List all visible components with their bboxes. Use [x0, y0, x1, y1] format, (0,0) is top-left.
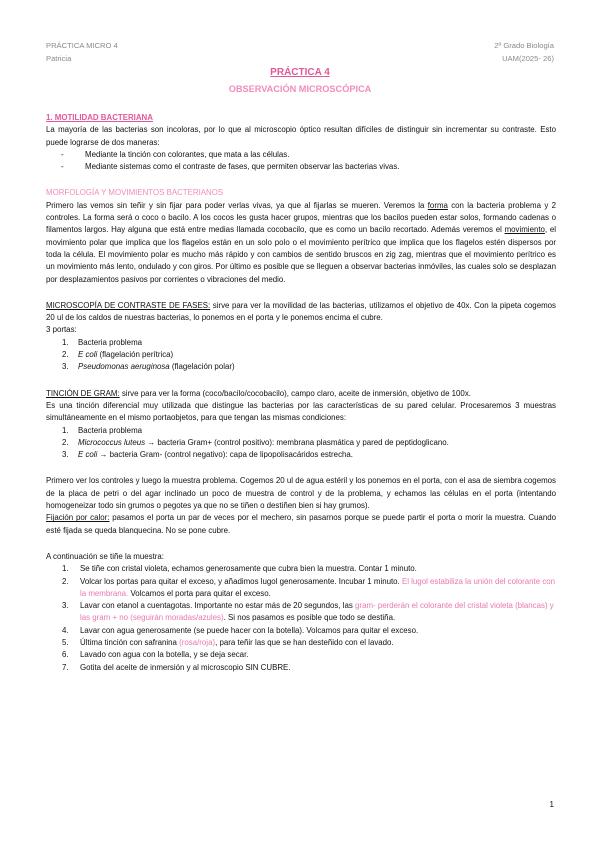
morphology-paragraph: Primero las vemos sin teñir y sin fijar para poder verlas vivas, ya que al fijarlas se mueren. Veremos la forma con la bacteria problema y 2 controles. La forma será o coco o bacilo. A los cocos les gusta hacer grupos, mientras que los bacilos pueden estar solos, formando cadenas o filamentos largos. Hay alguna que está entre medias llamada cocobacilo, que es como un bacilo recortado. Además veremos el movimiento, el movimiento polar que implica que los flagelos están en un solo polo o el movimiento perítrico que implica que los flagelos estén dispersos por toda la célula. El movimiento polar es mucho más rápido y con cambios de sentido bruscos en zig zag, mientras que el movimiento perítrico es un movimiento más lento, ondulado y con giros. Por último es posible que se lleguen a observar bacterias inmóviles, las cuales solo se desplazan por desplazamientos pasivos por corrientes o vibraciones del medio. [46, 200, 556, 284]
highlight-note: (rosa/roja) [179, 637, 216, 647]
list-item: 2. Volcar los portas para quitar el exceso, y añadimos lugol generosamente. Incubar 1 minuto. El lugol estabiliza la unión del colorante con la membrana. Volcamos el porta para quitar el exceso. [62, 576, 556, 598]
header-degree: 2º Grado Biología [494, 41, 554, 50]
list-item: 3. E coli → bacteria Gram- (control negativo): capa de lipopolisacáridos estrecha. [62, 450, 353, 460]
document-body [46, 112, 556, 674]
page-title: PRÁCTICA 4 [270, 67, 330, 78]
list-item: 3. Lavar con etanol a cuentagotas. Importante no estar más de 20 segundos, las gram- perderán el colorante del cristal violeta (blancas) y las gram + no (seguirán moradas/azules). Si nos pasamos es posible que todo se destiña. [62, 601, 554, 623]
list-item: 1. Bacteria problema [62, 425, 143, 435]
phase-contrast-paragraph: MICROSCOPÍA DE CONTRASTE DE FASES: sirve para ver la movilidad de las bacterias, utilizamos el objetivo de 40x. Con la pipeta cogemos 20 ul de los caldos de nuestras bacterias, lo ponemos en el porta y le ponemos encima el cubre. [46, 300, 556, 323]
list-item: 1. Bacteria problema [62, 337, 143, 347]
phase-contrast-label: MICROSCOPÍA DE CONTRASTE DE FASES: [46, 300, 211, 310]
list-item: 5. Última tinción con safranina (rosa/roja), para teñir las que se han desteñido con el lavado. [62, 637, 394, 647]
header-course: PRÁCTICA MICRO 4 [46, 41, 118, 50]
contrast-methods-list [46, 149, 556, 174]
gram-stain-paragraph: TINCIÓN DE GRAM: sirve para ver la forma (coco/bacilo/cocobacilo), campo claro, aceite de inmersión, objetivo de 100x. [46, 388, 471, 398]
header-right [494, 39, 554, 65]
staining-intro: A continuación se tiñe la muestra: [46, 551, 164, 561]
section-heading-morphology: MORFOLOGÍA Y MOVIMIENTOS BACTERIANOS [46, 188, 224, 198]
slides-count: 3 portas: [46, 325, 77, 335]
underlined-term: forma [427, 200, 448, 210]
section-heading-motility: 1. MOTILIDAD BACTERIANA [46, 113, 153, 122]
gram-description: Es una tinción diferencial muy utilizada que distingue las bacterias por las características de su pared celular. Procesaremos 3 muestras simultáneamente en el mismo portaobjetos, para que tengan las mismas condiciones: [46, 400, 556, 423]
list-item: 7. Gotita del aceite de inmersión y al microscopio SIN CUBRE. [62, 662, 291, 672]
phase-contrast-slides-list [46, 337, 556, 374]
staining-steps-list [46, 563, 556, 674]
list-item: 2. E coli (flagelación perítrica) [62, 350, 174, 360]
sample-preparation-paragraph: Primero ver los controles y luego la muestra problema. Cogemos 20 ul de agua estéril y los ponemos en el porta, con el asa de siembra cogemos de la placa de petri o del agar inclinado un poco de muestra de control y de la problema, y echamos las células en el porta (intentando homogeneizar todo sin grumos o pegotes ya que no se tiñen o destiñen bien si hay grumos). [46, 476, 556, 511]
intro-paragraph: La mayoría de las bacterias son incoloras, por lo que al microscopio óptico resultan difíciles de distinguir sin incrementar su contraste. Esto puede lograrse de dos maneras: [46, 125, 556, 147]
list-item: 3. Pseudomonas aeruginosa (flagelación polar) [62, 362, 235, 372]
page-number: 1 [549, 800, 554, 809]
highlight-note: El lugol estabiliza la unión del colorante con la membrana. [80, 576, 556, 598]
underlined-term: movimiento [504, 225, 545, 235]
list-item: - Mediante la tinción con colorantes, que mata a las células. [61, 149, 556, 161]
highlight-note: gram- perderán el colorante del cristal violeta (blancas) y las gram + no (seguirán moradas/azules) [80, 601, 554, 623]
page-subtitle: OBSERVACIÓN MICROSCÓPICA [228, 84, 372, 94]
gram-stain-label: TINCIÓN DE GRAM: [46, 388, 120, 398]
list-item: 6. Lavado con agua con la botella, y se deja secar. [62, 650, 249, 660]
list-item: 1. Se tiñe con cristal violeta, echamos generosamente que cubra bien la muestra. Contar 1 minuto. [62, 564, 417, 574]
header-left [46, 39, 118, 65]
heat-fixation-label: Fijación por calor: [46, 513, 110, 523]
header-year: UAM(2025- 26) [502, 54, 554, 63]
list-item: 2. Micrococcus luteus → bacteria Gram+ (control positivo): membrana plasmática y pared de peptidoglicano. [62, 437, 449, 447]
gram-samples-list [46, 425, 556, 462]
list-item: - Mediante sistemas como el contraste de fases, que permiten observar las bacterias vivas. [61, 161, 556, 173]
header-author: Patricia [46, 54, 72, 63]
list-item: 4. Lavar con agua generosamente (se puede hacer con la botella). Volcamos para quitar el exceso. [62, 625, 419, 635]
heat-fixation-paragraph: Fijación por calor: pasamos el porta un par de veces por el mechero, sin pasarnos porque se puede partir el porta o morir la muestra. Cuando esté fijada se queda blanquecina. No se pone cubre. [46, 513, 556, 535]
